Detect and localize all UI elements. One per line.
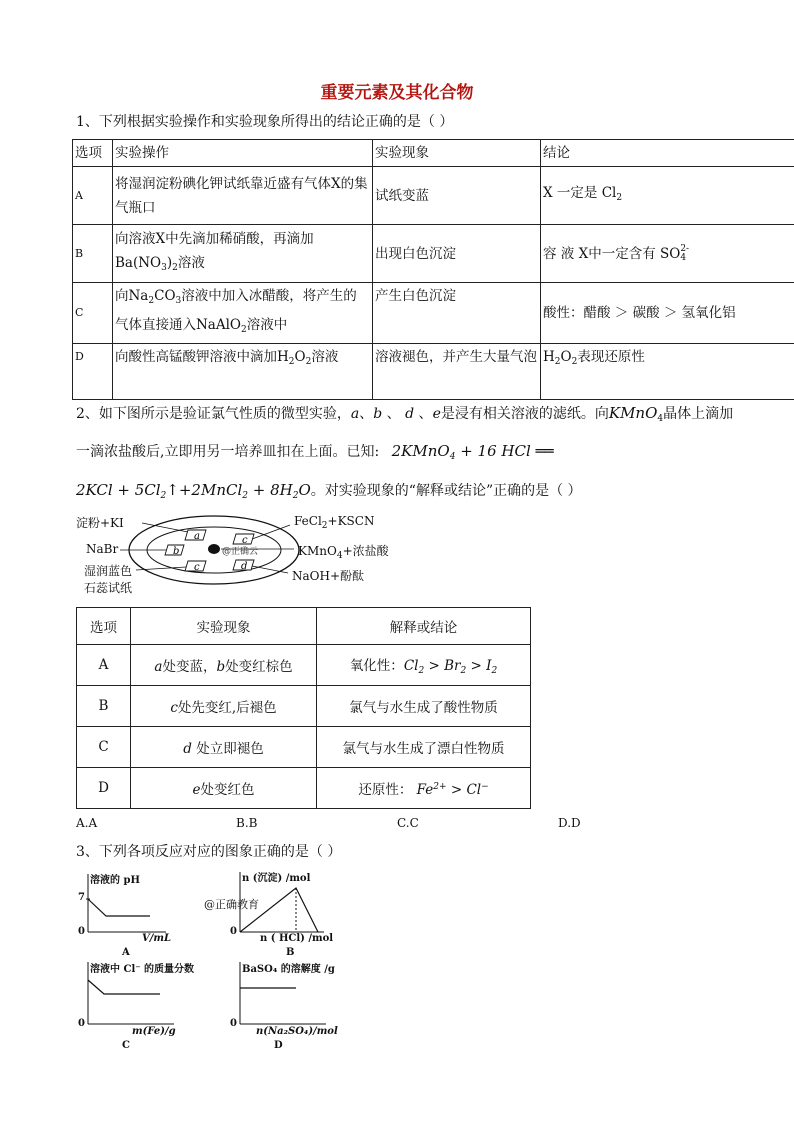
stem-text: 一滴浓盐酸后,立即用另一培养皿扣在上面。已知: <box>76 444 380 460</box>
svg-text:c: c <box>194 562 200 573</box>
watermark-text: @正确云 <box>222 547 259 557</box>
page-title: 重要元素及其化合物 <box>320 83 474 103</box>
cell-text: 处变红色 <box>200 782 255 798</box>
option-cell: C <box>77 727 131 768</box>
operation-cell: 将湿润淀粉碘化钾试纸靠近盛有气体X的集气瓶口 <box>113 167 373 225</box>
chart-b-watermark: @正确教育 <box>204 898 259 911</box>
chart-c <box>74 958 204 1052</box>
table-row <box>73 167 794 225</box>
phenomenon-cell: d 处立即褪色 <box>131 727 317 768</box>
cell-text: 氧化性： <box>349 658 404 674</box>
conclusion-text: 表现还原性 <box>577 349 645 365</box>
table-row <box>77 727 531 768</box>
chart-a-origin: 0 <box>78 926 85 937</box>
chart-b-origin: 0 <box>230 926 237 937</box>
table-header-row <box>77 608 531 645</box>
chart-c-ylabel: 溶液中 Cl⁻ 的质量分数 <box>90 964 194 975</box>
label-text: KMnO <box>298 544 337 558</box>
stem-text: 。对实验现象的“解释或结论”正确的是（ ） <box>310 483 582 499</box>
conclusion-cell: 氧化性：$Cl_2 > Br_2 > I_2$ <box>317 645 531 686</box>
stem-text: 是浸有相关溶液的滤纸。向 <box>440 406 609 422</box>
operation-cell: 向溶液X中先滴加稀硝酸，再滴加$Ba(NO_3)_2$溶液 <box>113 225 373 283</box>
chart-a-tick: 7 <box>78 892 85 903</box>
cell-text: 处先变红,后褪色 <box>177 700 277 716</box>
cell-text: 处变红棕色 <box>225 659 293 675</box>
option-c[interactable]: C.C <box>397 816 419 830</box>
operation-text: 溶液中 <box>246 317 288 333</box>
chart-a-letter: A <box>122 947 130 958</box>
header-cell: 实验现象 <box>131 608 317 645</box>
phenomenon-cell: c处先变红,后褪色 <box>131 686 317 727</box>
table-row <box>77 768 531 809</box>
chart-a <box>74 870 184 960</box>
table-row <box>77 645 531 686</box>
chart-b-xlabel: n ( HCl) /mol <box>260 933 334 944</box>
svg-text:a: a <box>194 531 200 542</box>
chart-a-ylabel: 溶液的 pH <box>90 875 140 886</box>
option-b[interactable]: B.B <box>236 816 258 830</box>
operation-text: 向Na <box>115 288 149 304</box>
conclusion-text: X 一定是 Cl <box>543 185 617 201</box>
cell-text: 处立即褪色 <box>196 741 264 757</box>
operation-text: O <box>294 349 306 365</box>
stem-text: 晶体上滴加 <box>663 406 734 422</box>
chart-a-xlabel: V/mL <box>142 933 172 944</box>
chart-d-ylabel: BaSO₄ 的溶解度 /g <box>242 964 335 975</box>
chart-d-xlabel: n(Na₂SO₄)/mol <box>256 1026 338 1037</box>
phenomenon-cell: 试纸变蓝 <box>373 167 541 225</box>
option-cell: D <box>77 768 131 809</box>
operation-text: 溶液 <box>177 255 205 271</box>
label-litmus-2: 石蕊试纸 <box>84 581 133 595</box>
option-cell: D <box>73 344 113 400</box>
conclusion-cell: 容 液 X中一定含有 SO 2- 4 <box>541 225 794 283</box>
chart-b-ylabel: n (沉淀) /mol <box>242 873 311 884</box>
option-cell: A <box>73 167 113 225</box>
label-fecl2-kscn: FeCl$_2$+KSCN <box>294 514 375 531</box>
conclusion-cell: 氯气与水生成了漂白性物质 <box>317 727 531 768</box>
operation-text: 溶液中加入冰醋酸，将产生的气体直接通入NaAlO <box>115 288 357 333</box>
svg-text:c: c <box>242 535 248 546</box>
chart-b <box>204 868 336 960</box>
label-text: +浓盐酸 <box>342 544 389 558</box>
question-1-table <box>72 139 794 400</box>
label-text: +KSCN <box>327 514 375 528</box>
table-header-row <box>73 140 794 167</box>
question-2-table <box>76 607 531 809</box>
conclusion-cell: 酸性：醋酸 ＞ 碳酸 ＞ 氢氧化铝 <box>541 283 794 344</box>
conclusion-cell: $H_2O_2$表现还原性 <box>541 344 794 400</box>
question-2-stem-line3: $2KCl + 5Cl_2↑+2MnCl_2 + 8H_2O$。对实验现象的“解释或结论”正确的是（ ） <box>76 481 582 501</box>
operation-text: CO <box>154 288 176 304</box>
table-row <box>73 283 794 344</box>
phenomenon-cell: e处变红色 <box>131 768 317 809</box>
chart-b-letter: B <box>286 947 295 958</box>
svg-text:d: d <box>241 561 248 572</box>
phenomenon-cell: 产生白色沉淀 <box>373 283 541 344</box>
table-row <box>77 686 531 727</box>
header-cell: 选项 <box>73 140 113 167</box>
conclusion-cell: 还原性： $Fe^{2+} > Cl^-$ <box>317 768 531 809</box>
operation-text: ) <box>166 255 173 271</box>
phenomenon-cell: a处变蓝，b处变红棕色 <box>131 645 317 686</box>
option-cell: C <box>73 283 113 344</box>
option-cell: B <box>77 686 131 727</box>
conclusion-text: 容 液 X中一定含有 SO <box>543 245 681 262</box>
header-cell: 实验现象 <box>373 140 541 167</box>
stem-text: 2、如下图所示是验证氯气性质的微型实验， <box>76 406 351 422</box>
question-2-stem: 2、如下图所示是验证氯气性质的微型实验，a、b 、 d 、e是浸有相关溶液的滤纸。向KMnO$_4$晶体上滴加 <box>76 404 734 424</box>
question-2-options <box>76 816 776 834</box>
chart-c-origin: 0 <box>78 1018 85 1029</box>
header-cell: 结论 <box>541 140 794 167</box>
cell-text: 处变蓝， <box>162 659 217 675</box>
label-litmus-1: 湿润蓝色 <box>84 564 133 578</box>
header-cell: 实验操作 <box>113 140 373 167</box>
chart-c-letter: C <box>122 1040 130 1051</box>
header-cell: 选项 <box>77 608 131 645</box>
option-a[interactable]: A.A <box>76 816 98 830</box>
label-naoh: NaOH+酚酞 <box>292 569 365 583</box>
phenomenon-cell: 出现白色沉淀 <box>373 225 541 283</box>
conclusion-text: H <box>543 349 555 365</box>
operation-cell: 向酸性高锰酸钾溶液中滴加$H_2O_2$溶液 <box>113 344 373 400</box>
chart-c-xlabel: m(Fe)/g <box>132 1026 176 1037</box>
operation-text: 向酸性高锰酸钾溶液中滴加H <box>115 349 289 365</box>
operation-cell: 向$Na_2CO_3$溶液中加入冰醋酸，将产生的气体直接通入NaAlO$_2$溶液中 <box>113 283 373 344</box>
operation-text: 溶液 <box>311 349 339 365</box>
question-2-stem-line2: 一滴浓盐酸后,立即用另一培养皿扣在上面。已知: 2KMnO$_4$ + 16 HCl ══ <box>76 442 554 462</box>
option-cell: A <box>77 645 131 686</box>
label-kmno4-hcl: KMnO$_4$+浓盐酸 <box>298 544 389 561</box>
chart-d-origin: 0 <box>230 1018 237 1029</box>
label-starch-ki: 淀粉+KI <box>76 516 124 530</box>
phenomenon-cell: 溶液褪色，并产生大量气泡 <box>373 344 541 400</box>
option-d[interactable]: D.D <box>558 816 581 830</box>
chart-d-letter: D <box>274 1040 283 1051</box>
math-letters: a <box>350 406 360 422</box>
table-row <box>73 344 794 400</box>
header-cell: 解释或结论 <box>317 608 531 645</box>
conclusion-cell: 氯气与水生成了酸性物质 <box>317 686 531 727</box>
question-3-stem: 3、下列各项反应对应的图象正确的是（ ） <box>76 844 342 860</box>
table-row <box>73 225 794 283</box>
conclusion-cell: X 一定是 $Cl_2$ <box>541 167 794 225</box>
chart-d <box>226 958 356 1052</box>
question-1-stem: 1、下列根据实验操作和实验现象所得出的结论正确的是（ ） <box>76 114 454 130</box>
svg-text:b: b <box>173 546 180 557</box>
operation-text: 向溶液X中先滴加稀硝酸，再滴加Ba(NO <box>115 231 314 271</box>
conclusion-text: O <box>560 349 572 365</box>
cell-text: 还原性： <box>358 782 413 798</box>
option-cell: B <box>73 225 113 283</box>
label-text: FeCl <box>294 514 322 528</box>
petri-dish-diagram <box>76 510 436 602</box>
label-nabr: NaBr <box>86 542 119 556</box>
